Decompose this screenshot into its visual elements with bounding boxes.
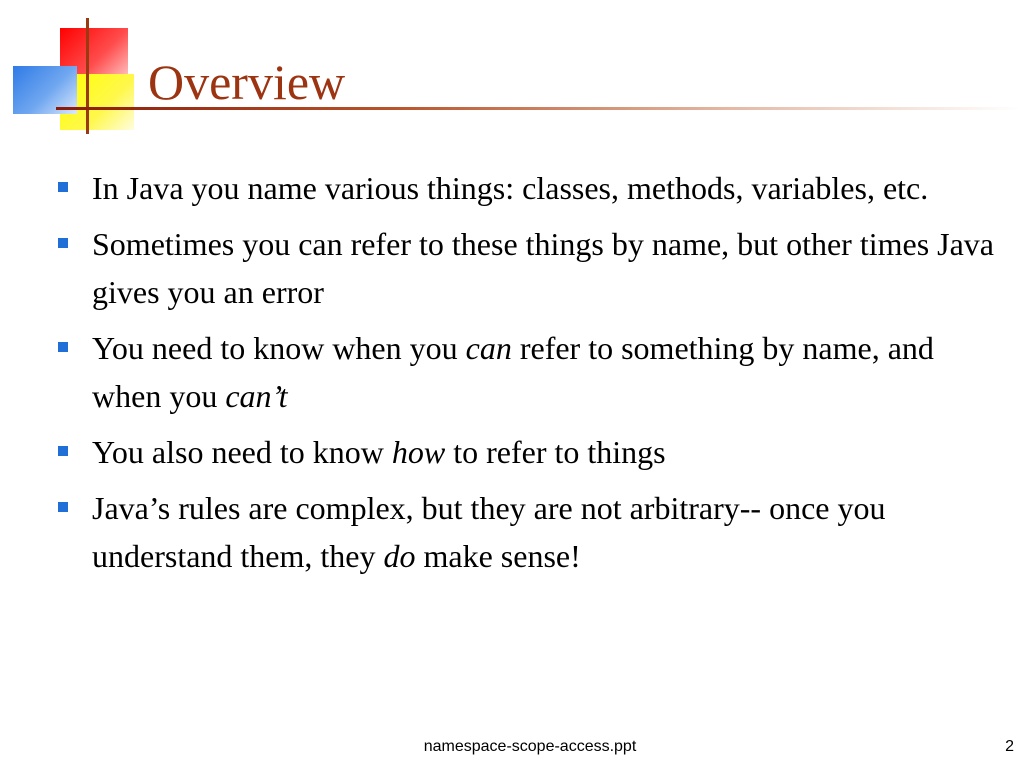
bullet-text: Sometimes you can refer to these things by name, but other times Java gives you an error (92, 226, 994, 310)
footer-filename: namespace-scope-access.ppt (423, 738, 637, 755)
bullet-item (54, 324, 994, 420)
square-bullet-icon (58, 238, 68, 248)
bullet-item (54, 428, 994, 476)
decorative-logo (0, 0, 160, 140)
bullet-item (54, 164, 994, 212)
bullet-list (54, 164, 994, 588)
bullet-item (54, 220, 994, 316)
bullet-text: to refer to things (445, 434, 666, 470)
square-bullet-icon (58, 446, 68, 456)
bullet-emphasis: how (391, 434, 446, 470)
bullet-emphasis: can (465, 330, 512, 366)
bullet-emphasis: can’t (225, 378, 288, 414)
square-bullet-icon (58, 342, 68, 352)
vertical-rule (86, 18, 89, 134)
slide-title: Overview (148, 54, 346, 110)
bullet-text: In Java you name various things: classes, methods, variables, etc. (92, 170, 929, 206)
square-bullet-icon (58, 502, 68, 512)
footer (0, 738, 1024, 762)
bullet-text: Java’s rules are complex, but they are not arbitrary-- once you understand them, they (92, 490, 886, 574)
bullet-item (54, 484, 994, 580)
bullet-text: make sense! (415, 538, 581, 574)
bullet-text: refer to something by name, and when you (92, 330, 934, 414)
page-number: 2 (1005, 738, 1014, 755)
bullet-text: You also need to know (92, 434, 392, 470)
bullet-emphasis: do (383, 538, 416, 574)
square-bullet-icon (58, 182, 68, 192)
bullet-text: You need to know when you (92, 330, 466, 366)
